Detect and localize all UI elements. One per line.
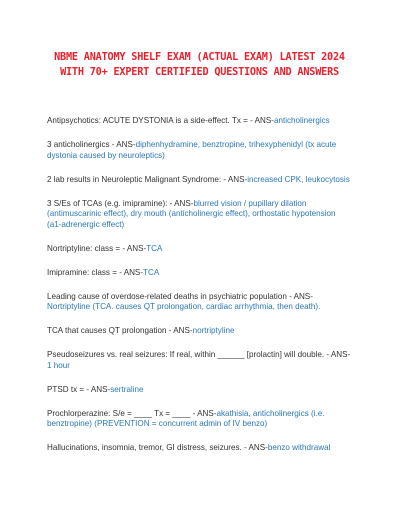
answer-text: diphenhydramine, benztropine, trihexyphenidyl (tx acute dystonia caused by neuroleptics): [47, 139, 337, 160]
qa-item: [47, 199, 352, 231]
question-text: Hallucinations, insomnia, tremor, GI distress, seizures. - ANS-: [47, 443, 268, 453]
qa-item: [47, 140, 352, 161]
question-text: 2 lab results in Neuroleptic Malignant Syndrome: - ANS-: [47, 174, 248, 184]
question-text: Leading cause of overdose-related deaths in psychiatric population - ANS-: [47, 291, 313, 301]
qa-item: [47, 385, 352, 396]
qa-item: [47, 409, 352, 430]
question-text: Pseudoseizures vs. real seizures: If real, within ______ [prolactin] will double. - ANS-: [47, 350, 351, 360]
answer-text: TCA: [146, 243, 163, 253]
answer-text: anticholinergics: [273, 116, 330, 125]
qa-item: [47, 116, 352, 127]
qa-item: [47, 350, 352, 371]
answer-text: Nortriptyline (TCA. causes QT prolongation, cardiac arrhythmia, then death).: [47, 302, 321, 312]
document-title: NBME ANATOMY SHELF EXAM (ACTUAL EXAM) LATEST 2024 WITH 70+ EXPERT CERTIFIED QUESTIONS AND ANSWERS: [54, 52, 345, 78]
answer-text: blurred vision / pupillary dilation (antimuscarinic effect), dry mouth (anticholinergic effect), orthostatic hypotension (a1-adrenergic effect): [47, 198, 336, 229]
qa-item: [47, 175, 352, 186]
qa-item: [47, 268, 352, 279]
question-text: TCA that causes QT prolongation - ANS-: [47, 326, 193, 336]
question-text: Imipramine: class = - ANS-: [47, 267, 144, 277]
qa-item: [47, 326, 352, 337]
answer-text: sertraline: [110, 384, 144, 394]
answer-text: increased CPK, leukocytosis: [247, 174, 350, 184]
qa-item: [47, 244, 352, 255]
question-text: Prochlorperazine: S/e = ____ Tx = ____ - ANS-: [47, 408, 217, 418]
answer-text: 1 hour: [47, 360, 70, 370]
qa-item: [47, 443, 352, 454]
qa-item: [47, 292, 352, 313]
question-text: 3 anticholinergics - ANS-: [47, 139, 136, 149]
question-text: Antipsychotics: ACUTE DYSTONIA is a side-effect. Tx = - ANS-: [47, 116, 274, 125]
answer-text: benzo withdrawal: [267, 443, 331, 453]
answer-text: akathisia, anticholinergics (i.e. benztropine) (PREVENTION = concurrent admin of IV benzo): [47, 408, 325, 429]
qa-list: [47, 116, 352, 454]
answer-text: nortriptyline: [192, 326, 235, 336]
question-text: Nortriptyline: class = - ANS-: [47, 243, 147, 253]
question-text: PTSD tx = - ANS-: [47, 384, 111, 394]
question-text: 3 S/Es of TCAs (e.g. imipramine): - ANS-: [47, 198, 194, 208]
answer-text: TCA: [143, 267, 160, 277]
